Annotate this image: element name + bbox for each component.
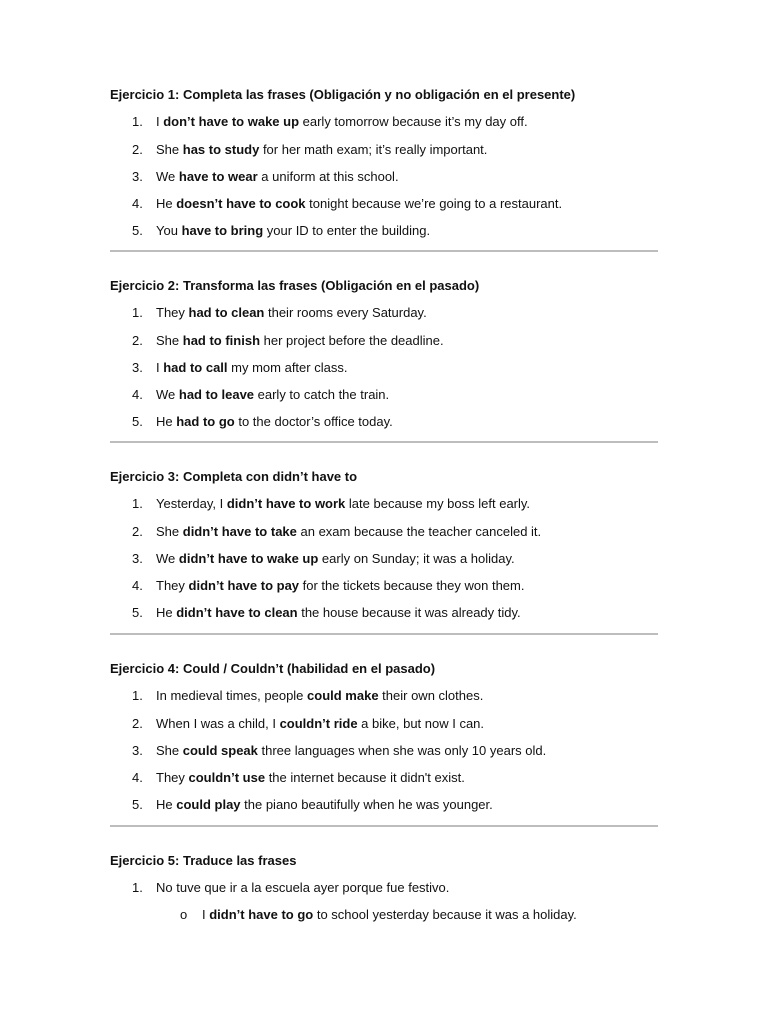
list-item: 2. She had to finish her project before the deadline. (132, 332, 444, 348)
list-item: 4. He doesn’t have to cook tonight because we’re going to a restaurant. (132, 196, 563, 212)
list-item: 4. They couldn’t use the internet because it didn't exist. (132, 770, 465, 786)
list-item: 3. We didn’t have to wake up early on Sunday; it was a holiday. (132, 550, 515, 566)
answer-subitem: o I didn’t have to go to school yesterday because it was a holiday. (180, 907, 577, 923)
exercise-1 (110, 87, 658, 239)
list-item: 2. When I was a child, I couldn’t ride a bike, but now I can. (132, 715, 485, 731)
exercise-heading: Ejercicio 2: Transforma las frases (Obligación en el pasado) (110, 278, 480, 293)
bullet-icon: o (180, 907, 188, 923)
list-item: 5. He didn’t have to clean the house because it was already tidy. (132, 605, 521, 621)
exercise-list (110, 305, 658, 430)
list-item: 2. She didn’t have to take an exam because the teacher canceled it. (132, 523, 542, 539)
list-item: 1. No tuve que ir a la escuela ayer porque fue festivo. (132, 880, 450, 896)
exercise-heading: Ejercicio 1: Completa las frases (Obligación y no obligación en el presente) (110, 87, 576, 102)
exercise-4 (110, 661, 658, 813)
section-divider (110, 825, 658, 827)
list-item: 4. We had to leave early to catch the train. (132, 387, 390, 403)
list-item: 4. They didn’t have to pay for the tickets because they won them. (132, 578, 525, 594)
exercise-heading: Ejercicio 5: Traduce las frases (110, 853, 297, 868)
list-item: 5. He could play the piano beautifully when he was younger. (132, 797, 493, 813)
section-divider (110, 633, 658, 635)
section-divider (110, 250, 658, 252)
exercise-3 (110, 469, 658, 621)
list-item: 5. He had to go to the doctor’s office today. (132, 414, 393, 430)
section-divider (110, 441, 658, 443)
list-item: 3. She could speak three languages when she was only 10 years old. (132, 742, 547, 758)
list-item: 2. She has to study for her math exam; it’s really important. (132, 141, 488, 157)
list-item: 3. We have to wear a uniform at this school. (132, 168, 399, 184)
list-item: 1. I don’t have to wake up early tomorrow because it’s my day off. (132, 114, 528, 130)
exercise-list (110, 880, 658, 896)
exercise-list (110, 496, 658, 621)
list-item: 1. Yesterday, I didn’t have to work late because my boss left early. (132, 496, 531, 512)
exercise-list (110, 114, 658, 239)
list-item: 1. In medieval times, people could make their own clothes. (132, 688, 484, 704)
exercise-heading: Ejercicio 4: Could / Couldn’t (habilidad en el pasado) (110, 661, 436, 676)
exercise-5 (110, 853, 658, 923)
exercise-list (110, 688, 658, 813)
exercise-2 (110, 278, 658, 430)
exercise-heading: Ejercicio 3: Completa con didn’t have to (110, 469, 358, 484)
list-item: 3. I had to call my mom after class. (132, 359, 348, 375)
list-item: 5. You have to bring your ID to enter the building. (132, 223, 431, 239)
list-item: 1. They had to clean their rooms every Saturday. (132, 305, 427, 321)
